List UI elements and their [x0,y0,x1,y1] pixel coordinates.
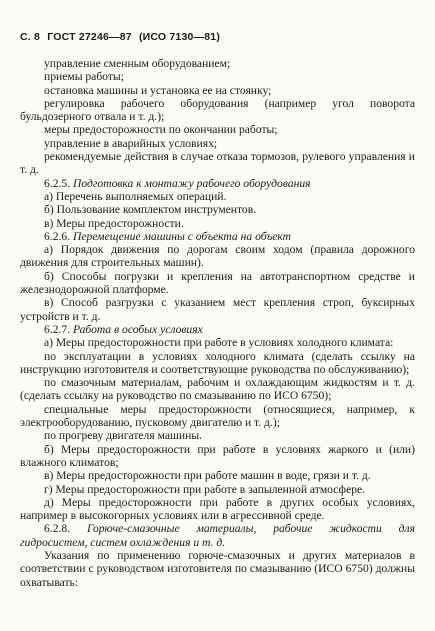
section-heading-6-2-5 [20,177,415,190]
paragraph: Указания по применению горюче-смазочных и других материалов в соответствии с руководством изготовителя по смазыванию (ИСО 6750) должны охватывать: [20,548,415,589]
list-item: б) Пользование комплектом инструментов. [44,203,257,217]
list-item: по прогреву двигателя машины. [44,429,203,443]
list-item: в) Способ разгрузки с указанием мест крепления строп, буксирных устройств и т. д. [20,296,415,323]
standard-number: ГОСТ 27246—87 [47,31,132,43]
list-item: б) Меры предосторожности при работе в условиях жаркого и (или) влажного климатов; [20,442,415,469]
list-item: по смазочным материалам, рабочим и охлаждающим жидкостям и т. д. (сделать ссылку на руководство по смазыванию по ИСО 6750); [20,376,415,403]
section-title: Работа в особых условиях [73,322,203,336]
list-item: а) Меры предосторожности при работе в условиях холодного климата: [44,336,394,350]
list-item: управление в аварийных условиях; [44,136,218,150]
list-item: рекомендуемые действия в случае отказа тормозов, рулевого управления и т. д. [20,150,415,177]
list-item: остановка машины и установка ее на стоянку; [44,83,272,97]
list-item: г) Меры предосторожности при работе в запыленной атмосфере. [44,482,366,496]
list-item: по эксплуатации в условиях холодного климата (сделать ссылку на инструкцию изготовителя и соответствующие руководства по обслуживанию); [20,349,415,376]
list-item: д) Меры предосторожности при работе в других особых условиях, например в высокогорных условиях или в агрессивной среде. [20,495,415,523]
section-title: Перемещение машины с объекта на объект [73,229,292,243]
page-header [20,31,224,43]
section-number: 6.2.8. [44,522,71,536]
section-number: 6.2.5. [44,176,71,190]
section-number: 6.2.7. [44,322,71,336]
list-item: меры предосторожности по окончании работы; [44,123,278,137]
list-item: а) Перечень выполняемых операций. [44,189,227,203]
list-item: регулировка рабочего оборудования (например угол поворота бульдозерного отвала и т. д.); [20,96,415,124]
document-body [20,57,415,589]
list-item: управление сменным оборудованием; [44,57,231,70]
list-item: в) Меры предосторожности. [44,216,184,230]
list-item: специальные меры предосторожности (относящиеся, например, к электрооборудованию, пусковому двигателю и т. д.); [20,402,415,430]
section-heading-6-2-6 [20,230,415,243]
section-title: Подготовка к монтажу рабочего оборудования [73,176,311,190]
section-heading-6-2-8 [20,522,415,549]
section-title: Горюче-смазочные материалы, рабочие жидкости для гидросистем, систем охлаждения и т. д. [20,522,415,549]
iso-reference: (ИСО 7130—81) [138,31,221,43]
list-item: б) Способы погрузки и крепления на автотранспортном средстве и железнодорожной платформе. [20,269,415,297]
list-item: а) Порядок движения по дорогам своим ходом (правила дорожного движения для строительных машин). [20,243,415,270]
list-item: в) Меры предосторожности при работе машин в воде, грязи и т. д. [44,469,371,483]
list-item: приемы работы; [44,70,124,84]
section-number: 6.2.6. [44,229,71,243]
section-heading-6-2-7 [20,323,415,336]
page-number: С. 8 [20,31,41,43]
